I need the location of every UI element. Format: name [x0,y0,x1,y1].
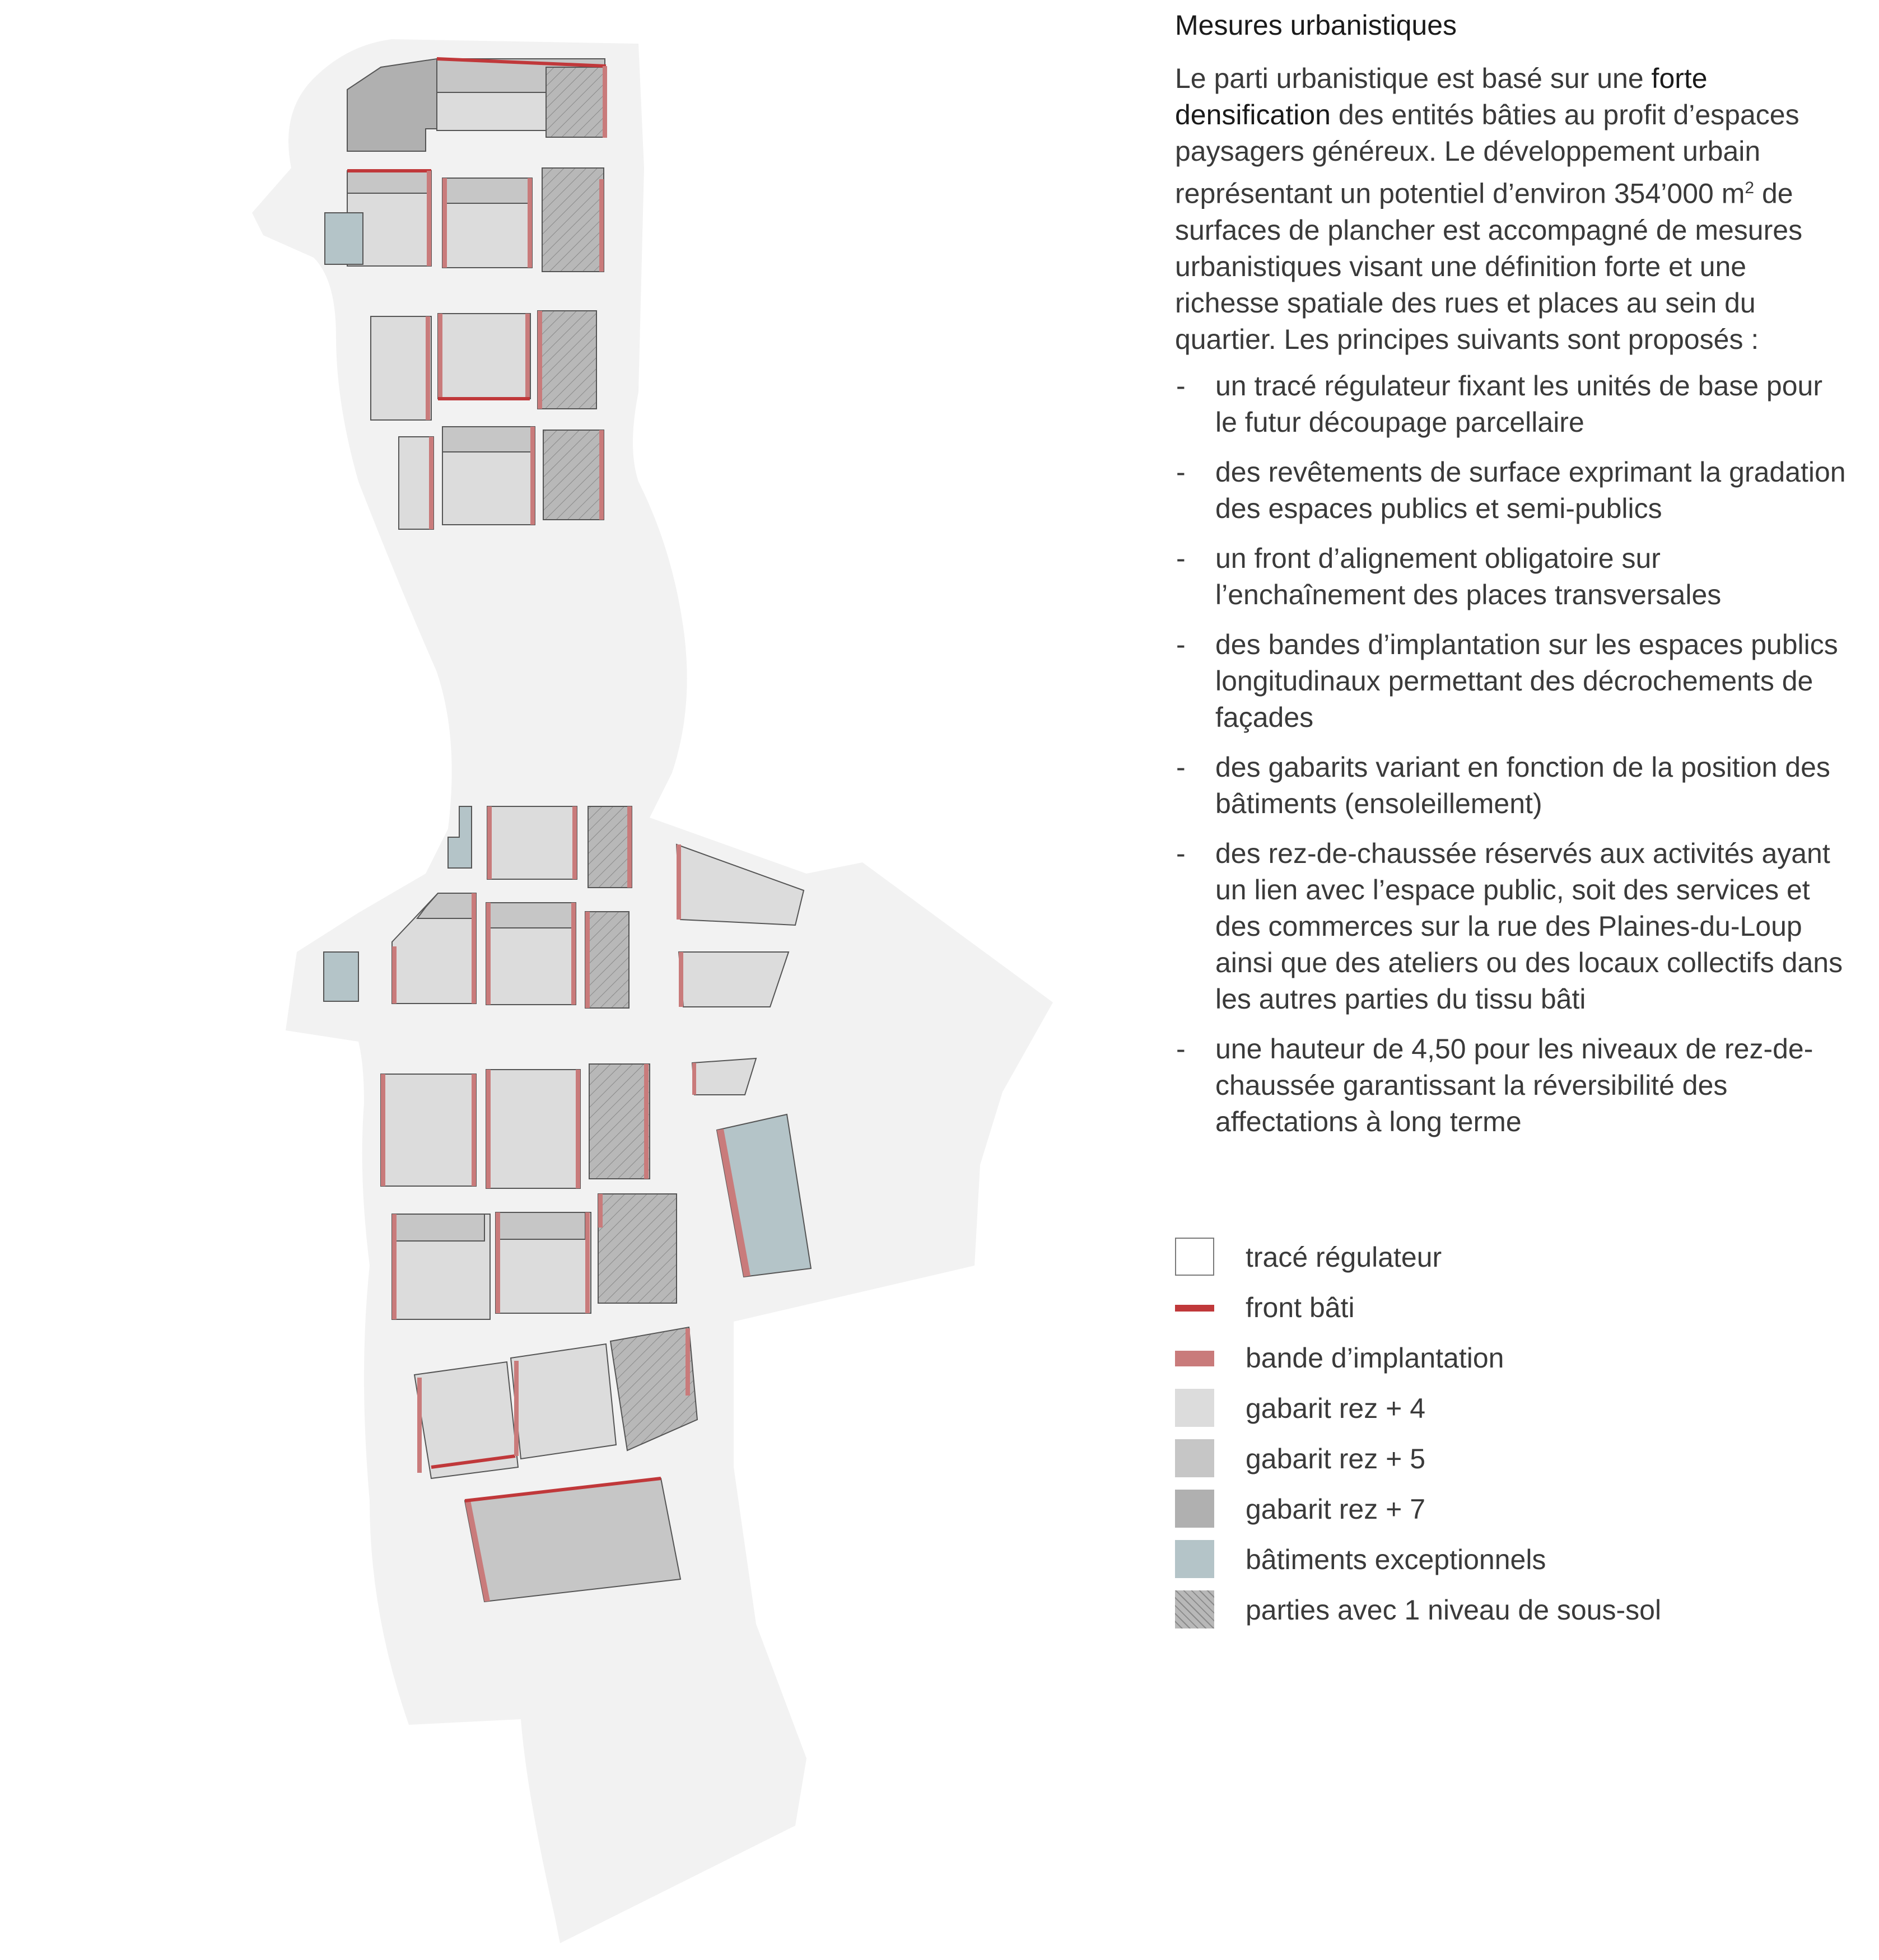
building-band [438,314,442,399]
principle-text: des rez-de-chaussée réservés aux activités ayant un lien avec l’espace public, soit des services et des commerces sur la rue des Plaines-du-Loup ainsi que des ateliers ou des locaux collectifs dans les autres parties du tissu bâti [1215,837,1843,1015]
building-band [538,311,542,409]
legend-label: parties avec 1 niveau de sous-sol [1246,1594,1662,1626]
building-band [585,1212,590,1313]
principle-item [1175,368,1847,441]
building-block [438,314,530,399]
building-block [392,1214,484,1241]
building-band [530,427,535,525]
legend-swatch-band [1175,1351,1214,1366]
intro-paragraph [1175,60,1847,358]
building-band [472,1074,476,1186]
building-band [472,893,476,1004]
bullet-dash: - [1176,837,1186,869]
building-band [486,903,491,1005]
building-block [585,912,629,1008]
building-band [572,806,577,879]
building-block [496,1212,585,1239]
intro-emphasis: forte densification [1175,63,1708,130]
legend-swatch-hatch [1175,1590,1214,1628]
legend-swatch-fill [1175,1540,1214,1578]
exceptional-building [325,213,363,264]
building-block [399,437,433,529]
building-band [576,1070,580,1188]
building-band [427,171,431,266]
building-band [599,430,604,520]
bullet-dash: - [1176,370,1186,402]
legend-label: gabarit rez + 5 [1246,1443,1426,1474]
intro-sup: 2 [1745,179,1755,197]
building-band [392,946,397,1004]
bullet-dash: - [1176,1033,1186,1065]
building-band [525,314,530,399]
principle-text: des gabarits variant en fonction de la position des bâtiments (ensoleillement) [1215,751,1830,819]
building-block [486,903,576,928]
legend-swatch-fill [1175,1490,1214,1528]
principle-item [1175,454,1847,527]
building-block [442,178,532,203]
building-band [603,66,607,138]
building-band [599,179,604,272]
building-block [347,171,431,193]
building-band [487,806,492,879]
building-block [442,427,535,452]
legend-label: gabarit rez + 7 [1246,1494,1426,1525]
intro-part3: de surfaces de plancher est accompagné de mesures urbanistiques visant une définition forte et une richesse spatiale des rues et places au sein du quartier. Les principes suivants sont proposés : [1175,178,1803,355]
building-block [437,92,546,130]
building-block [588,806,632,888]
building-band [692,1063,696,1095]
building-band [381,1074,385,1186]
building-band [417,1378,422,1473]
building-band [679,952,683,1007]
legend-swatch-line [1175,1305,1214,1312]
legend-label: front bâti [1246,1292,1355,1323]
principle-text: un front d’alignement obligatoire sur l’enchaînement des places transversales [1215,542,1722,610]
building-band [429,437,433,529]
building-block [381,1074,476,1186]
intro-part2: des entités bâties au profit d’espaces paysagers généreux. Le développement urbain représentant un potentiel d’environ 354’000 m [1175,99,1799,209]
principle-text: une hauteur de 4,50 pour les niveaux de rez-de-chaussée garantissant la réversibilité des affectations à long terme [1215,1033,1813,1137]
principles-list [1175,368,1847,1140]
building-block [598,1194,677,1303]
bullet-dash: - [1176,751,1186,783]
principle-text: un tracé régulateur fixant les unités de base pour le futur découpage parcellaire [1215,370,1823,438]
building-band [392,1214,397,1319]
building-band [686,1328,690,1396]
building-block [546,67,607,137]
building-band [627,806,632,888]
intro-part1: Le parti urbanistique est basé sur une [1175,63,1652,94]
building-band [644,1064,649,1179]
principle-item [1175,749,1847,822]
building-band [677,844,681,920]
building-block [487,806,577,879]
building-block [486,1070,580,1188]
legend-swatch-fill [1175,1439,1214,1477]
principle-item [1175,540,1847,613]
principle-item [1175,627,1847,736]
building-band [426,316,430,420]
building-band [514,1361,519,1456]
bullet-dash: - [1176,542,1186,574]
building-block [538,311,596,409]
building-band [585,912,590,1008]
building-band [571,903,576,1005]
legend-swatch-outline [1175,1238,1214,1276]
legend-label: bâtiments exceptionnels [1246,1544,1546,1575]
building-block [511,1344,616,1459]
principle-text: des revêtements de surface exprimant la gradation des espaces publics et semi-publics [1215,456,1846,524]
building-block [589,1064,650,1179]
building-band [528,178,532,268]
building-block [679,952,789,1007]
legend-label: bande d’implantation [1246,1342,1504,1374]
principle-item [1175,836,1847,1018]
building-band [598,1194,603,1228]
legend-label: tracé régulateur [1246,1242,1442,1273]
legend-swatch-fill [1175,1389,1214,1427]
bullet-dash: - [1176,628,1186,660]
principle-item [1175,1031,1847,1140]
building-block [542,168,604,272]
building-block [692,1058,756,1095]
legend-label: gabarit rez + 4 [1246,1393,1426,1424]
bullet-dash: - [1176,456,1186,488]
exceptional-building [324,952,358,1001]
building-band [442,178,447,268]
building-band [496,1212,500,1313]
building-band [486,1070,491,1188]
text-panel [1175,8,1847,1154]
building-block [543,430,604,520]
principle-text: des bandes d’implantation sur les espaces publics longitudinaux permettant des décrochements de façades [1215,628,1838,733]
section-heading: Mesures urbanistiques [1175,10,1457,41]
building-block [371,316,431,420]
